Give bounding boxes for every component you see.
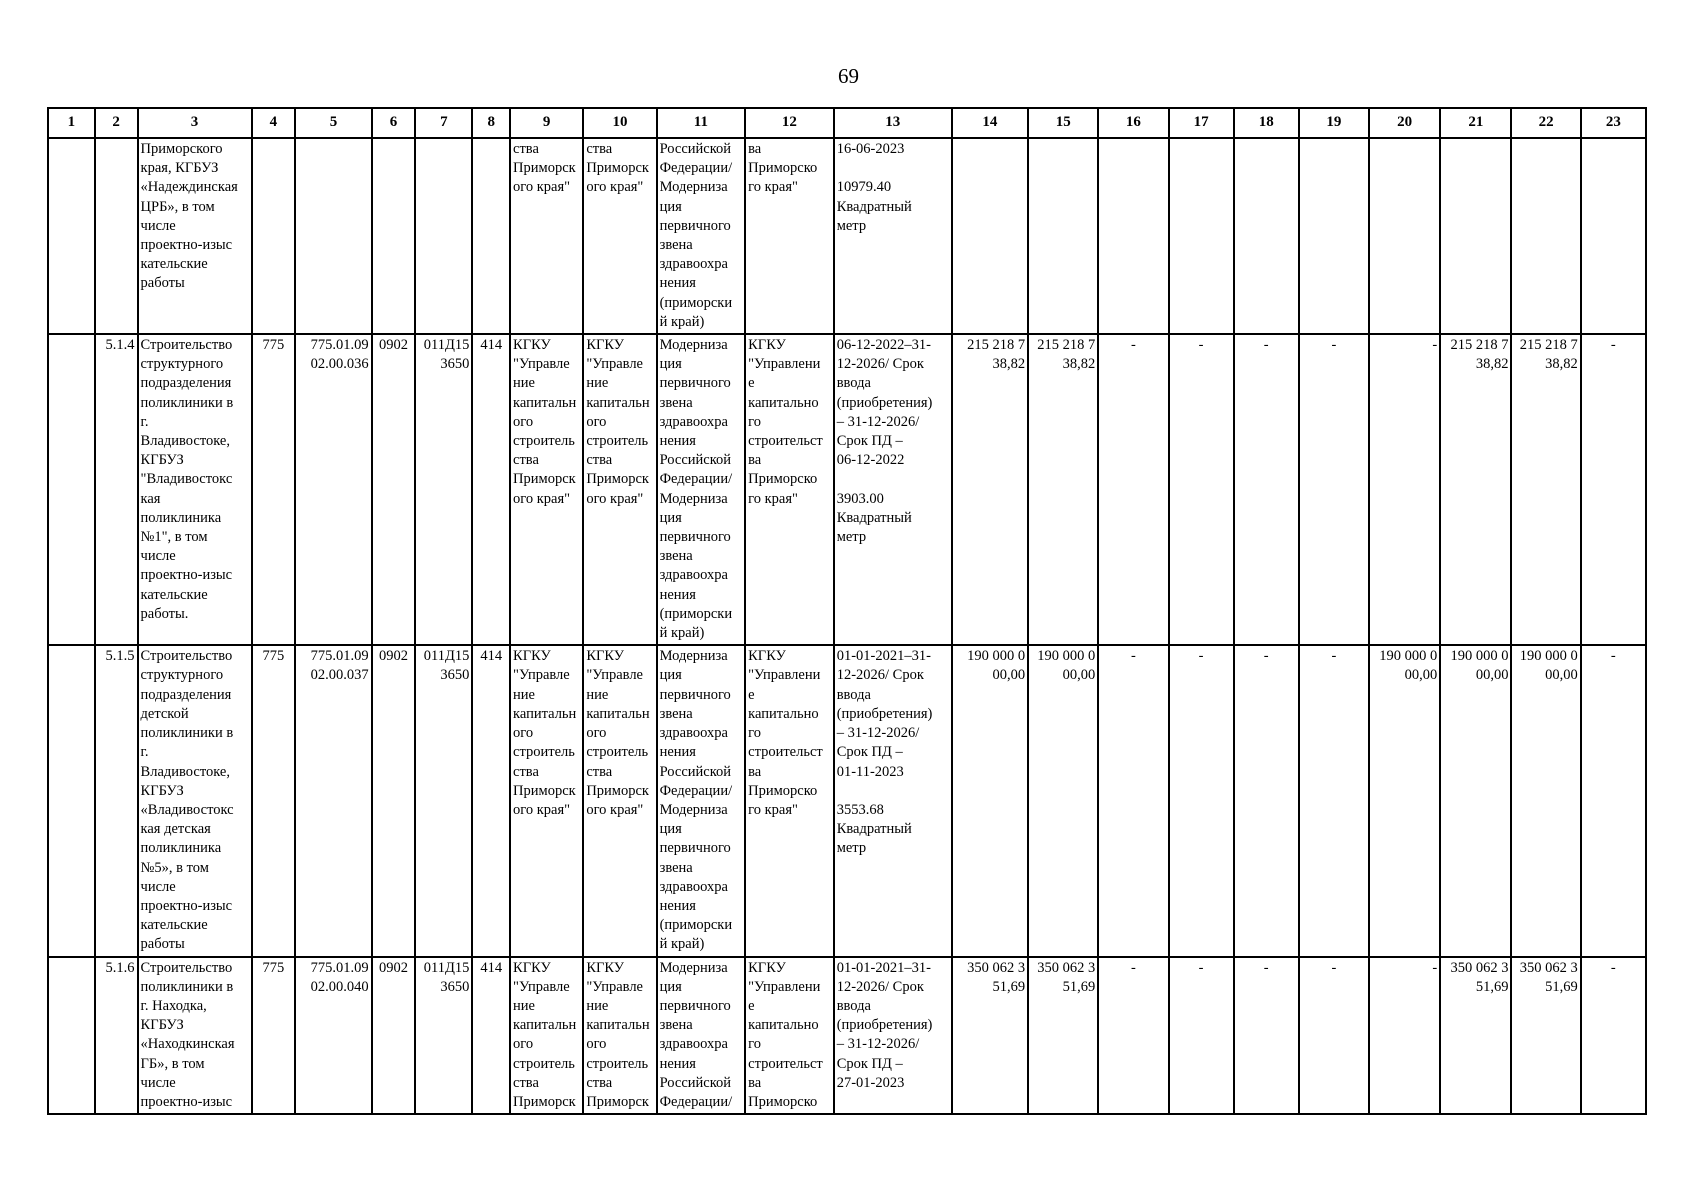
- table-cell-col-22: 215 218 7 38,82: [1511, 334, 1580, 645]
- table-cell-col-12: КГКУ "Управлени е капитально го строительст ва Приморско го края": [745, 645, 834, 956]
- table-cell-col-2: 5.1.5: [95, 645, 138, 956]
- column-header-22: 22: [1511, 108, 1580, 138]
- table-cell-col-6: 0902: [372, 645, 416, 956]
- table-cell-col-9: КГКУ "Управле ние капитальн ого строитель ства Приморск ого края": [510, 645, 583, 956]
- table-cell-col-6: 0902: [372, 957, 416, 1115]
- table-cell-col-21: [1440, 138, 1511, 334]
- column-header-12: 12: [745, 108, 834, 138]
- column-header-21: 21: [1440, 108, 1511, 138]
- column-header-13: 13: [834, 108, 952, 138]
- table-cell-col-11: Модерниза ция первичного звена здравоохра нения Российской Федерации/ Модерниза ция первичного звена здравоохра нения (приморски й край): [657, 645, 746, 956]
- table-cell-col-18: -: [1234, 645, 1299, 956]
- table-cell-col-16: -: [1098, 957, 1168, 1115]
- column-header-3: 3: [138, 108, 252, 138]
- table-cell-col-8: 414: [472, 645, 510, 956]
- table-cell-col-19: -: [1299, 645, 1369, 956]
- table-cell-col-14: 350 062 3 51,69: [952, 957, 1028, 1115]
- table-cell-col-18: -: [1234, 334, 1299, 645]
- table-cell-col-10: ства Приморск ого края": [583, 138, 656, 334]
- table-cell-col-13: 16-06-2023 10979.40 Квадратный метр: [834, 138, 952, 334]
- column-header-5: 5: [295, 108, 371, 138]
- table-cell-col-17: [1169, 138, 1234, 334]
- column-header-1: 1: [48, 108, 95, 138]
- table-cell-col-17: -: [1169, 334, 1234, 645]
- table-cell-col-18: [1234, 138, 1299, 334]
- table-cell-col-7: 011Д15 3650: [415, 334, 472, 645]
- table-cell-col-19: -: [1299, 334, 1369, 645]
- budget-table: [47, 107, 1647, 1115]
- table-cell-col-10: КГКУ "Управле ние капитальн ого строитель ства Приморск ого края": [583, 334, 656, 645]
- column-header-6: 6: [372, 108, 416, 138]
- table-cell-col-19: -: [1299, 957, 1369, 1115]
- table-cell-col-3: Строительство поликлиники в г. Находка, КГБУЗ «Находкинская ГБ», в том числе проектно-изыс: [138, 957, 252, 1115]
- header-row: [48, 108, 1646, 138]
- table-cell-col-20: [1369, 138, 1440, 334]
- table-cell-col-18: -: [1234, 957, 1299, 1115]
- table-cell-col-14: 190 000 0 00,00: [952, 645, 1028, 956]
- table-cell-col-9: КГКУ "Управле ние капитальн ого строитель ства Приморск ого края": [510, 334, 583, 645]
- table-cell-col-1: [48, 334, 95, 645]
- table-cell-col-1: [48, 957, 95, 1115]
- table-cell-col-2: 5.1.6: [95, 957, 138, 1115]
- table-cell-col-12: КГКУ "Управлени е капитально го строительст ва Приморско: [745, 957, 834, 1115]
- table-row: [48, 957, 1646, 1115]
- table-cell-col-7: 011Д15 3650: [415, 957, 472, 1115]
- table-cell-col-14: 215 218 7 38,82: [952, 334, 1028, 645]
- column-header-10: 10: [583, 108, 656, 138]
- table-cell-col-16: [1098, 138, 1168, 334]
- table-cell-col-17: -: [1169, 645, 1234, 956]
- table-cell-col-9: КГКУ "Управле ние капитальн ого строитель ства Приморск: [510, 957, 583, 1115]
- column-header-4: 4: [252, 108, 296, 138]
- table-cell-col-9: ства Приморск ого края": [510, 138, 583, 334]
- table-cell-col-20: 190 000 0 00,00: [1369, 645, 1440, 956]
- table-cell-col-13: 01-01-2021–31- 12-2026/ Срок ввода (приобретения) – 31-12-2026/ Срок ПД – 01-11-2023 3553.68 Квадратный метр: [834, 645, 952, 956]
- table-cell-col-14: [952, 138, 1028, 334]
- column-header-16: 16: [1098, 108, 1168, 138]
- table-cell-col-15: 190 000 0 00,00: [1028, 645, 1098, 956]
- table-cell-col-2: 5.1.4: [95, 334, 138, 645]
- table-cell-col-4: [252, 138, 296, 334]
- table-cell-col-1: [48, 138, 95, 334]
- table-cell-col-5: 775.01.09 02.00.040: [295, 957, 371, 1115]
- table-cell-col-22: 190 000 0 00,00: [1511, 645, 1580, 956]
- table-cell-col-23: -: [1581, 334, 1646, 645]
- table-row: [48, 334, 1646, 645]
- table-cell-col-20: -: [1369, 957, 1440, 1115]
- table-cell-col-10: КГКУ "Управле ние капитальн ого строитель ства Приморск ого края": [583, 645, 656, 956]
- table-cell-col-11: Российской Федерации/ Модерниза ция первичного звена здравоохра нения (приморски й край): [657, 138, 746, 334]
- table-cell-col-11: Модерниза ция первичного звена здравоохра нения Российской Федерации/ Модерниза ция первичного звена здравоохра нения (приморски й край): [657, 334, 746, 645]
- table-cell-col-12: ва Приморско го края": [745, 138, 834, 334]
- table-cell-col-6: 0902: [372, 334, 416, 645]
- column-header-8: 8: [472, 108, 510, 138]
- column-header-17: 17: [1169, 108, 1234, 138]
- table-cell-col-5: 775.01.09 02.00.036: [295, 334, 371, 645]
- table-cell-col-8: 414: [472, 334, 510, 645]
- table-cell-col-4: 775: [252, 645, 296, 956]
- table-cell-col-15: 215 218 7 38,82: [1028, 334, 1098, 645]
- table-cell-col-11: Модерниза ция первичного звена здравоохра нения Российской Федерации/: [657, 957, 746, 1115]
- table-cell-col-22: 350 062 3 51,69: [1511, 957, 1580, 1115]
- column-header-23: 23: [1581, 108, 1646, 138]
- table-cell-col-23: -: [1581, 645, 1646, 956]
- column-header-14: 14: [952, 108, 1028, 138]
- table-cell-col-5: 775.01.09 02.00.037: [295, 645, 371, 956]
- table-cell-col-13: 06-12-2022–31- 12-2026/ Срок ввода (приобретения) – 31-12-2026/ Срок ПД – 06-12-2022 3903.00 Квадратный метр: [834, 334, 952, 645]
- table-cell-col-2: [95, 138, 138, 334]
- column-header-18: 18: [1234, 108, 1299, 138]
- table-cell-col-3: Строительство структурного подразделения детской поликлиники в г. Владивостоке, КГБУЗ «Владивостокс кая детская поликлиника №5», в том числе проектно-изыс кательские работы: [138, 645, 252, 956]
- table-cell-col-21: 350 062 3 51,69: [1440, 957, 1511, 1115]
- column-header-11: 11: [657, 108, 746, 138]
- table-cell-col-8: [472, 138, 510, 334]
- table-cell-col-13: 01-01-2021–31- 12-2026/ Срок ввода (приобретения) – 31-12-2026/ Срок ПД – 27-01-2023: [834, 957, 952, 1115]
- table-cell-col-12: КГКУ "Управлени е капитально го строительст ва Приморско го края": [745, 334, 834, 645]
- table-cell-col-6: [372, 138, 416, 334]
- table-cell-col-23: -: [1581, 957, 1646, 1115]
- table-cell-col-22: [1511, 138, 1580, 334]
- column-header-19: 19: [1299, 108, 1369, 138]
- table-cell-col-3: Приморского края, КГБУЗ «Надеждинская ЦРБ», в том числе проектно-изыс кательские работы: [138, 138, 252, 334]
- table-cell-col-4: 775: [252, 957, 296, 1115]
- table-cell-col-19: [1299, 138, 1369, 334]
- table-cell-col-4: 775: [252, 334, 296, 645]
- table-cell-col-10: КГКУ "Управле ние капитальн ого строитель ства Приморск: [583, 957, 656, 1115]
- table-cell-col-7: 011Д15 3650: [415, 645, 472, 956]
- column-header-15: 15: [1028, 108, 1098, 138]
- page-number: 69: [838, 64, 859, 88]
- table-cell-col-8: 414: [472, 957, 510, 1115]
- column-header-2: 2: [95, 108, 138, 138]
- table-row: [48, 645, 1646, 956]
- table-cell-col-5: [295, 138, 371, 334]
- table-cell-col-21: 190 000 0 00,00: [1440, 645, 1511, 956]
- table-cell-col-3: Строительство структурного подразделения поликлиники в г. Владивостоке, КГБУЗ "Владивостокс кая поликлиника №1", в том числе проектно-изыс кательские работы.: [138, 334, 252, 645]
- table-cell-col-21: 215 218 7 38,82: [1440, 334, 1511, 645]
- table-cell-col-20: -: [1369, 334, 1440, 645]
- column-header-9: 9: [510, 108, 583, 138]
- table-cell-col-15: 350 062 3 51,69: [1028, 957, 1098, 1115]
- table-cell-col-15: [1028, 138, 1098, 334]
- table-cell-col-17: -: [1169, 957, 1234, 1115]
- table-cell-col-23: [1581, 138, 1646, 334]
- table-cell-col-1: [48, 645, 95, 956]
- table-cell-col-7: [415, 138, 472, 334]
- table-cell-col-16: -: [1098, 334, 1168, 645]
- column-header-7: 7: [415, 108, 472, 138]
- column-header-20: 20: [1369, 108, 1440, 138]
- table-cell-col-16: -: [1098, 645, 1168, 956]
- table-row: [48, 138, 1646, 334]
